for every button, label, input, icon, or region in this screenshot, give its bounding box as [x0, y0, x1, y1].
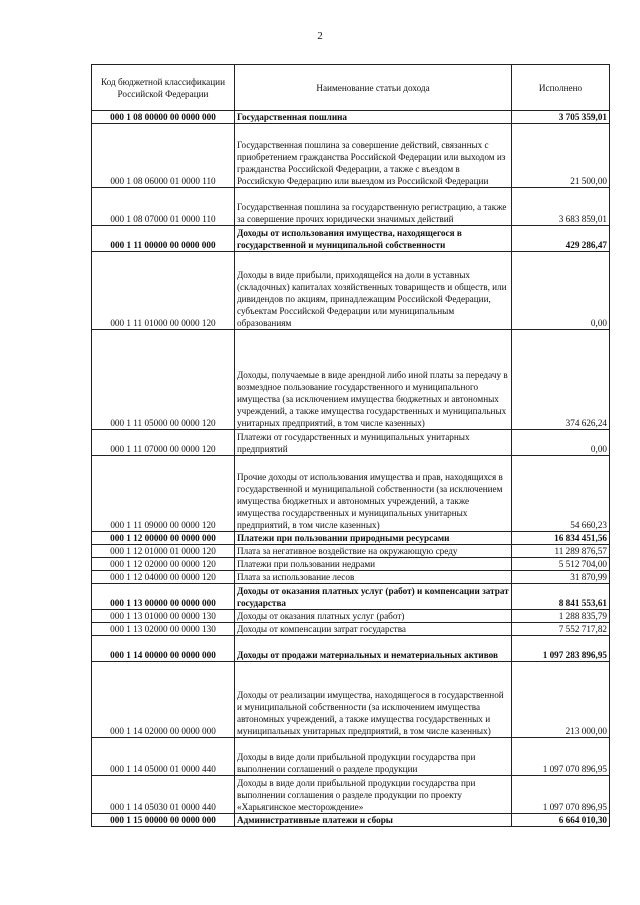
row-value: 0,00: [512, 430, 610, 456]
row-code: 000 1 13 02000 00 0000 130: [92, 623, 235, 636]
row-code: 000 1 13 00000 00 0000 000: [92, 584, 235, 610]
header-value: Исполнено: [512, 65, 610, 111]
table-row: [92, 532, 610, 545]
table-row: [92, 571, 610, 584]
row-name: Доходы от реализации имущества, находящегося в государственной и муниципальной собственности (за исключением имущества автономных учреждений, а также имущества государственных и муниципальных унитарных предприятий, в том числе казенных): [235, 662, 512, 738]
row-value: 1 097 070 896,95: [512, 738, 610, 776]
row-name: Доходы от компенсации затрат государства: [235, 623, 512, 636]
row-code: 000 1 14 05000 01 0000 440: [92, 738, 235, 776]
row-value: 213 000,00: [512, 662, 610, 738]
row-name: Прочие доходы от использования имущества и прав, находящихся в государственной и муниципальной собственности (за исключением имущества бюджетных и автономных учреждений, а также имущества государственных и муниципальных унитарных предприятий, в том числе казенных): [235, 456, 512, 532]
row-code: 000 1 13 01000 00 0000 130: [92, 610, 235, 623]
row-name: Государственная пошлина за совершение действий, связанных с приобретением гражданства Российской Федерации или выходом из гражданства Российской Федерации, а также с въездом в Российскую Федерацию или выездом из Российской Федерации: [235, 124, 512, 188]
table-header-row: [92, 65, 610, 111]
row-name: Платежи от государственных и муниципальных унитарных предприятий: [235, 430, 512, 456]
row-name: Государственная пошлина за государственную регистрацию, а также за совершение прочих юридически значимых действий: [235, 188, 512, 226]
table-row: [92, 558, 610, 571]
row-name: Доходы, получаемые в виде арендной либо иной платы за передачу в возмездное пользование государственного и муниципального имущества (за исключением имущества бюджетных и автономных учреждений, а также имущества государственных и муниципальных унитарных предприятий, в том числе казенных): [235, 330, 512, 430]
row-code: 000 1 15 00000 00 0000 000: [92, 814, 235, 827]
row-value: 0,00: [512, 252, 610, 330]
table-row: [92, 430, 610, 456]
row-code: 000 1 11 01000 00 0000 120: [92, 252, 235, 330]
page-number: 2: [317, 30, 323, 42]
table-row: [92, 330, 610, 430]
table-row: [92, 124, 610, 188]
table-row: [92, 252, 610, 330]
row-code: 000 1 08 06000 01 0000 110: [92, 124, 235, 188]
row-value: 11 289 876,57: [512, 545, 610, 558]
row-value: 7 552 717,82: [512, 623, 610, 636]
row-value: 6 664 010,30: [512, 814, 610, 827]
row-name: Доходы от оказания платных услуг (работ): [235, 610, 512, 623]
table-row: [92, 456, 610, 532]
table-row: [92, 584, 610, 610]
row-name: Административные платежи и сборы: [235, 814, 512, 827]
table-row: [92, 226, 610, 252]
table-row: [92, 623, 610, 636]
row-name: Доходы от продажи материальных и нематериальных активов: [235, 636, 512, 662]
header-code: Код бюджетной классификации Российской Федерации: [92, 65, 235, 111]
row-name: Государственная пошлина: [235, 111, 512, 124]
row-name: Доходы в виде доли прибыльной продукции государства при выполнении соглашений о разделе продукции: [235, 738, 512, 776]
row-value: 3 705 359,01: [512, 111, 610, 124]
row-code: 000 1 11 07000 00 0000 120: [92, 430, 235, 456]
row-code: 000 1 11 05000 00 0000 120: [92, 330, 235, 430]
row-value: 1 097 070 896,95: [512, 776, 610, 814]
row-value: 31 870,99: [512, 571, 610, 584]
row-value: 5 512 704,00: [512, 558, 610, 571]
row-code: 000 1 14 02000 00 0000 000: [92, 662, 235, 738]
row-code: 000 1 12 04000 00 0000 120: [92, 571, 235, 584]
table-row: [92, 610, 610, 623]
row-code: 000 1 11 09000 00 0000 120: [92, 456, 235, 532]
row-name: Платежи при пользовании природными ресурсами: [235, 532, 512, 545]
table-row: [92, 662, 610, 738]
row-name: Плата за негативное воздействие на окружающую среду: [235, 545, 512, 558]
row-value: 429 286,47: [512, 226, 610, 252]
row-value: 54 660,23: [512, 456, 610, 532]
row-value: 1 097 283 896,95: [512, 636, 610, 662]
table-row: [92, 636, 610, 662]
row-code: 000 1 08 00000 00 0000 000: [92, 111, 235, 124]
row-name: Платежи при пользовании недрами: [235, 558, 512, 571]
row-name: Доходы от использования имущества, находящегося в государственной и муниципальной собственности: [235, 226, 512, 252]
table-row: [92, 738, 610, 776]
row-name: Плата за использование лесов: [235, 571, 512, 584]
row-name: Доходы от оказания платных услуг (работ) и компенсации затрат государства: [235, 584, 512, 610]
row-value: 374 626,24: [512, 330, 610, 430]
table-row: [92, 111, 610, 124]
row-code: 000 1 08 07000 01 0000 110: [92, 188, 235, 226]
row-value: 21 500,00: [512, 124, 610, 188]
row-code: 000 1 14 00000 00 0000 000: [92, 636, 235, 662]
row-code: 000 1 12 02000 00 0000 120: [92, 558, 235, 571]
row-value: 1 288 835,79: [512, 610, 610, 623]
table-row: [92, 188, 610, 226]
table-row: [92, 545, 610, 558]
row-code: 000 1 14 05030 01 0000 440: [92, 776, 235, 814]
row-value: 3 683 859,01: [512, 188, 610, 226]
row-value: 8 841 553,61: [512, 584, 610, 610]
row-value: 16 834 451,56: [512, 532, 610, 545]
row-name: Доходы в виде доли прибыльной продукции государства при выполнении соглашения о разделе продукции по проекту «Харьягинское месторождение»: [235, 776, 512, 814]
header-name: Наименование статьи дохода: [235, 65, 512, 111]
row-name: Доходы в виде прибыли, приходящейся на доли в уставных (складочных) капиталах хозяйственных товариществ и обществ, или дивидендов по акциям, принадлежащим Российской Федерации, субъектам Российской Федерации или муниципальным образованиям: [235, 252, 512, 330]
table-row: [92, 814, 610, 827]
row-code: 000 1 12 01000 01 0000 120: [92, 545, 235, 558]
revenue-table: [91, 64, 610, 827]
row-code: 000 1 12 00000 00 0000 000: [92, 532, 235, 545]
table-row: [92, 776, 610, 814]
row-code: 000 1 11 00000 00 0000 000: [92, 226, 235, 252]
